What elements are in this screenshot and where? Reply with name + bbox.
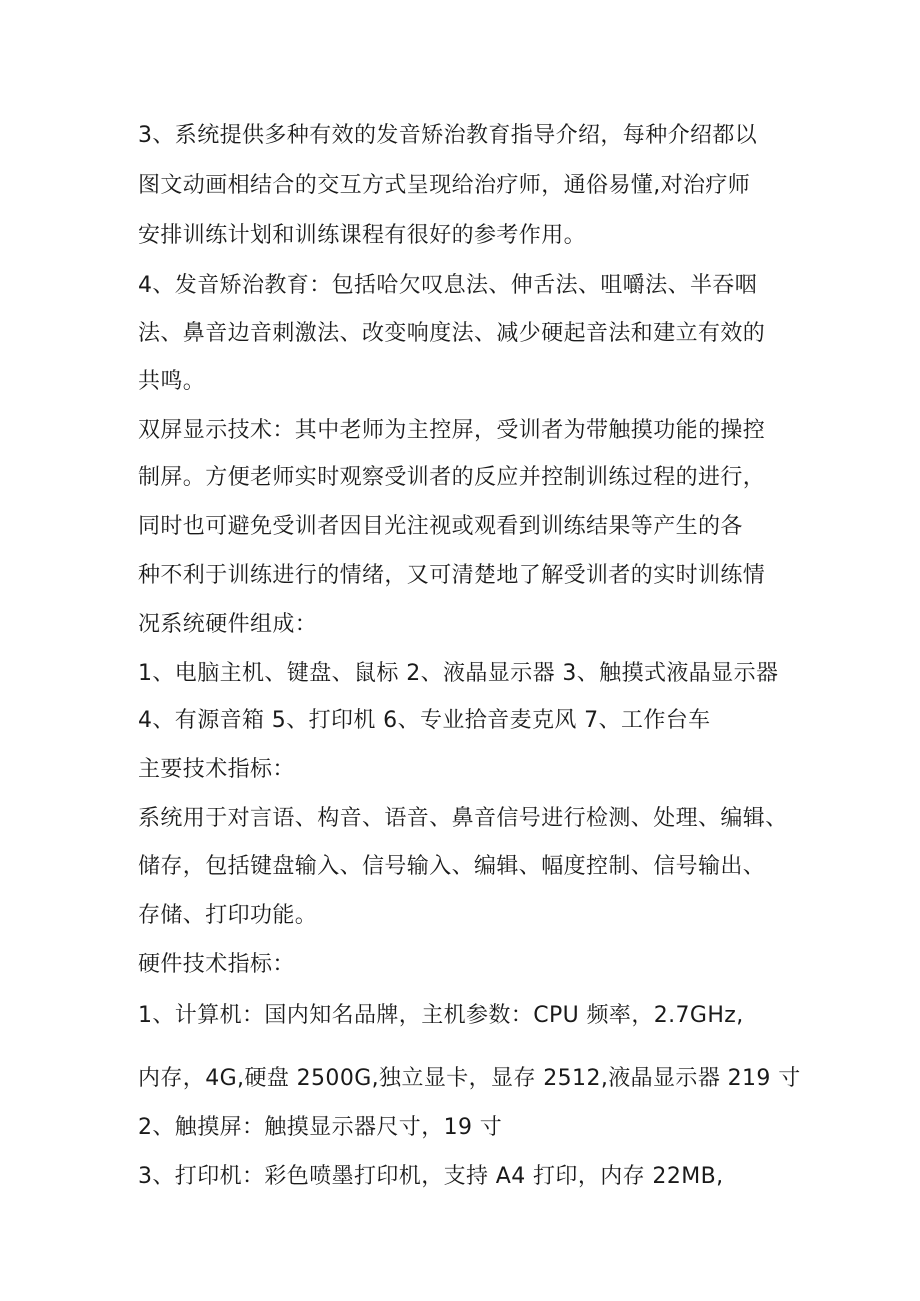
text-line: 图文动画相结合的交互方式呈现给治疗师，通俗易懂,对治疗师 [138, 173, 751, 198]
text-line: 制屏。方便老师实时观察受训者的反应并控制训练过程的进行， [138, 465, 766, 490]
text-line: 安排训练计划和训练课程有很好的参考作用。 [138, 223, 587, 248]
text-line: 共鸣。 [138, 369, 206, 394]
text-line: 况系统硬件组成： [138, 612, 318, 637]
text-line: 硬件技术指标： [138, 952, 295, 977]
text-line: 储存，包括键盘输入、信号输入、编辑、幅度控制、信号输出、 [138, 854, 766, 879]
text-line: 4、发音矫治教育：包括哈欠叹息法、伸舌法、咀嚼法、半吞咽 [138, 273, 758, 298]
text-line: 同时也可避免受训者因目光注视或观看到训练结果等产生的各 [138, 514, 743, 539]
text-line: 1、电脑主机、键盘、鼠标 2、液晶显示器 3、触摸式液晶显示器 [138, 661, 779, 686]
text-line: 2、触摸屏：触摸显示器尺寸，19 寸 [138, 1115, 503, 1140]
text-line: 4、有源音箱 5、打印机 6、专业拾音麦克风 7、工作台车 [138, 708, 711, 733]
text-line: 3、系统提供多种有效的发音矫治教育指导介绍，每种介绍都以 [138, 123, 758, 148]
text-line: 种不利于训练进行的情绪，又可清楚地了解受训者的实时训练情 [138, 563, 766, 588]
text-line: 内存，4G,硬盘 2500G,独立显卡，显存 2512,液晶显示器 219 寸 [138, 1066, 801, 1091]
text-line: 存储、打印功能。 [138, 903, 318, 928]
text-line: 主要技术指标： [138, 757, 295, 782]
text-line: 1、计算机：国内知名品牌，主机参数：CPU 频率，2.7GHz, [138, 1003, 744, 1028]
text-line: 3、打印机：彩色喷墨打印机，支持 A4 打印，内存 22MB, [138, 1164, 724, 1189]
text-line: 法、鼻音边音刺激法、改变响度法、减少硬起音法和建立有效的 [138, 321, 766, 346]
text-line: 双屏显示技术：其中老师为主控屏，受训者为带触摸功能的操控 [138, 418, 766, 443]
text-line: 系统用于对言语、构音、语音、鼻音信号进行检测、处理、编辑、 [138, 806, 788, 831]
